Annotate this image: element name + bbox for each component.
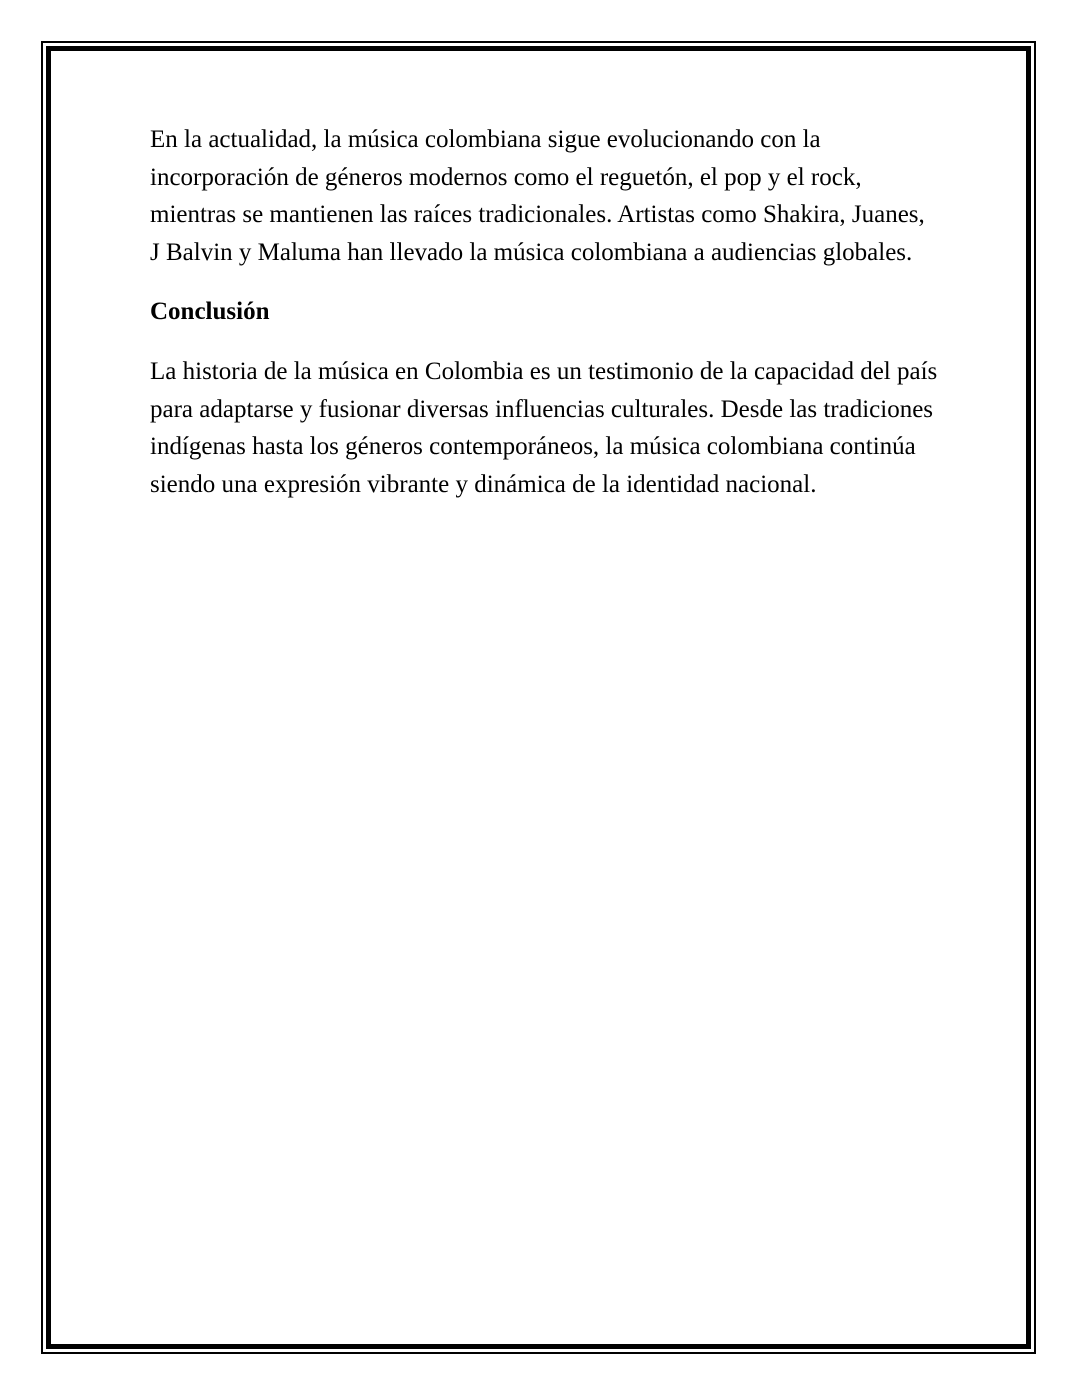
section-heading-conclusion: Conclusión: [150, 298, 270, 326]
paragraph-modern-music: En la actualidad, la música colombiana sigue evolucionando con la incorporación de géneros modernos como el reguetón, el pop y el rock, mientras se mantienen las raíces tradicionales. Artistas como Shakira, Juanes, J Balvin y Maluma han llevado la música colombiana a audiencias globales.: [150, 126, 925, 266]
document-body: [150, 121, 940, 503]
paragraph-conclusion: La historia de la música en Colombia es un testimonio de la capacidad del país para adaptarse y fusionar diversas influencias culturales. Desde las tradiciones indígenas hasta los géneros contemporáneos, la música colombiana continúa siendo una expresión vibrante y dinámica de la identidad nacional.: [150, 357, 938, 498]
